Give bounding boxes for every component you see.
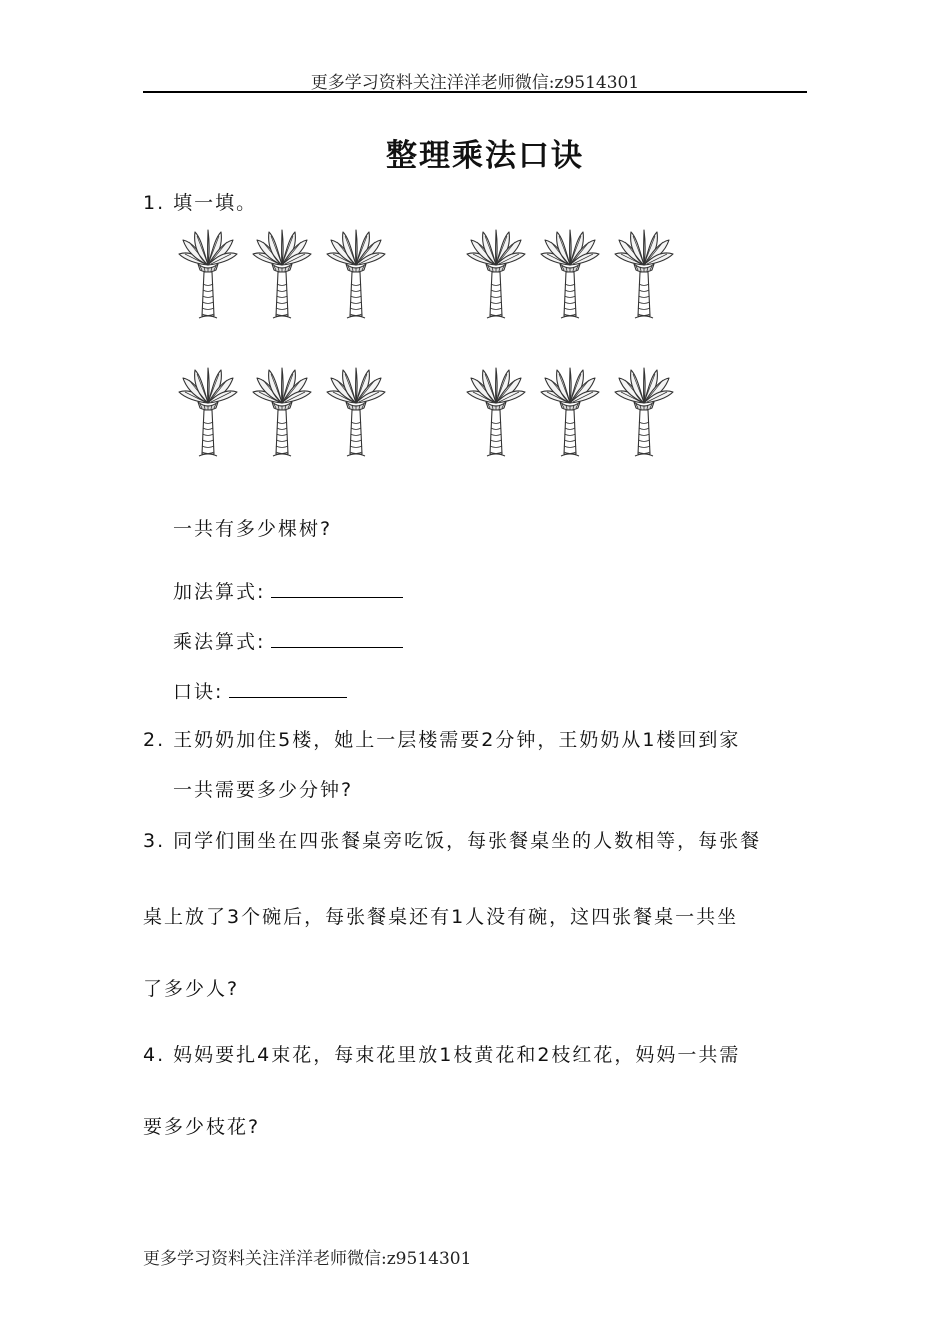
rhyme-row — [173, 677, 347, 704]
question-3-line-1: 3. 同学们围坐在四张餐桌旁吃饭，每张餐桌坐的人数相等，每张餐 — [143, 830, 762, 852]
question-1-label: 1. 填一填。 — [143, 192, 258, 214]
multiplication-row — [173, 627, 403, 654]
palm-tree-icon — [245, 366, 319, 462]
palm-tree-icon — [459, 228, 533, 324]
page-title: 整理乘法口诀 — [386, 138, 584, 174]
addition-label: 加法算式: — [173, 581, 266, 603]
question-3-line-2: 桌上放了3个碗后，每张餐桌还有1人没有碗，这四张餐桌一共坐 — [143, 906, 739, 928]
question-3-line-3: 了多少人? — [143, 978, 240, 1000]
palm-tree-icon — [607, 228, 681, 324]
question-2-line-2: 一共需要多少分钟? — [173, 779, 354, 801]
addition-row — [173, 577, 403, 604]
question-4-line-1: 4. 妈妈要扎4束花，每束花里放1枝黄花和2枝红花，妈妈一共需 — [143, 1044, 741, 1066]
multiplication-answer-blank[interactable] — [271, 631, 403, 648]
addition-answer-blank[interactable] — [271, 581, 403, 598]
page-footer: 更多学习资料关注洋洋老师微信:z9514301 — [143, 1249, 472, 1269]
tree-group-4 — [459, 366, 681, 462]
tree-group-1 — [171, 228, 393, 324]
palm-tree-icon — [607, 366, 681, 462]
tree-group-2 — [459, 228, 681, 324]
page-header: 更多学习资料关注洋洋老师微信:z9514301 — [310, 73, 640, 93]
palm-tree-icon — [171, 228, 245, 324]
palm-tree-icon — [245, 228, 319, 324]
palm-tree-icon — [533, 228, 607, 324]
palm-tree-icon — [533, 366, 607, 462]
rhyme-answer-blank[interactable] — [229, 681, 347, 698]
palm-tree-icon — [319, 228, 393, 324]
question-1-prompt: 一共有多少棵树? — [173, 518, 333, 540]
palm-tree-icon — [319, 366, 393, 462]
question-4-line-2: 要多少枝花? — [143, 1116, 261, 1138]
rhyme-label: 口诀: — [173, 681, 224, 703]
tree-group-3 — [171, 366, 393, 462]
question-2-line-1: 2. 王奶奶加住5楼，她上一层楼需要2分钟，王奶奶从1楼回到家 — [143, 729, 741, 751]
palm-tree-icon — [459, 366, 533, 462]
palm-tree-icon — [171, 366, 245, 462]
multiplication-label: 乘法算式: — [173, 631, 266, 653]
header-rule — [143, 91, 807, 93]
